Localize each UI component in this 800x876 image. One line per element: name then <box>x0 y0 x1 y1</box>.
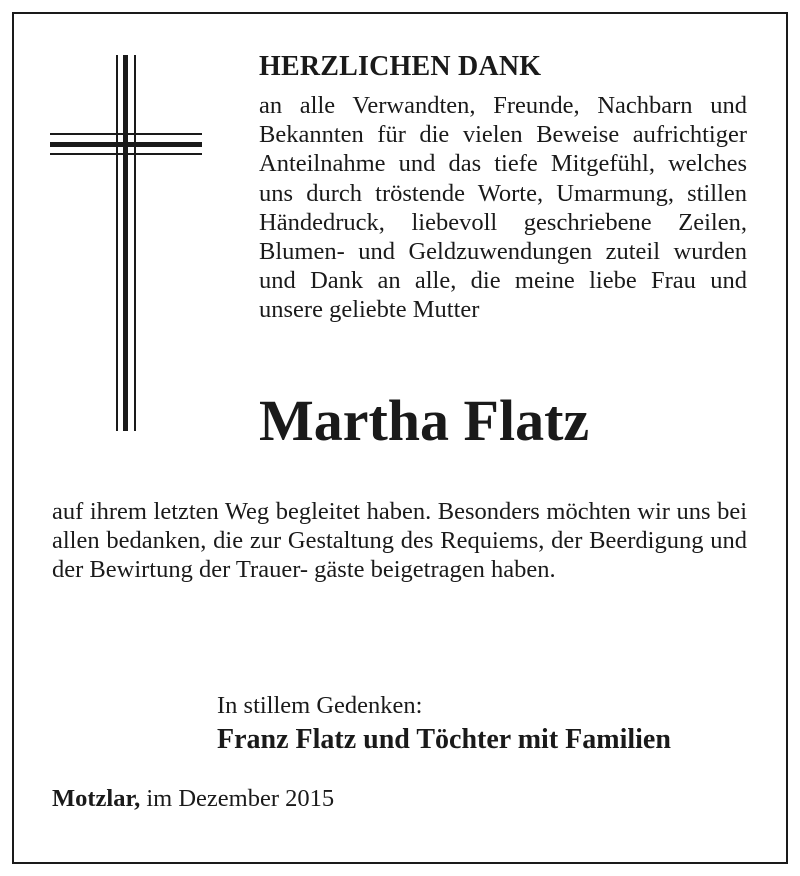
deceased-name: Martha Flatz <box>259 388 590 453</box>
text-line: Requiems, der Beerdigung und der Bewirtung der Trauer- <box>52 527 748 584</box>
signers: Franz Flatz und Töchter mit Familien <box>217 724 671 755</box>
text-line: wir uns bei allen bedanken, die zur Gestaltung des <box>52 498 747 555</box>
text-line: und Geldzuwendungen zuteil wurden und <box>259 238 747 295</box>
body-paragraph <box>52 497 747 585</box>
notice-heading: HERZLICHEN DANK <box>259 51 542 82</box>
text-line: an alle Verwandten, Freunde, Nachbarn <box>259 92 693 119</box>
intro-paragraph <box>259 91 747 325</box>
place-name: Motzlar, <box>52 785 141 812</box>
cross-icon <box>50 55 202 431</box>
text-line: aufrichtiger Anteilnahme und das tiefe <box>259 121 747 178</box>
place-date <box>52 784 334 814</box>
text-line: Worte, Umarmung, stillen Händedruck, <box>259 179 748 236</box>
text-line: gäste beigetragen haben. <box>314 556 556 584</box>
text-line: und Bekannten für die vielen Beweise <box>259 92 747 149</box>
text-line: liebevoll geschriebene Zeilen, Blumen- <box>259 208 747 266</box>
text-line: Mitgefühl, welches uns durch tröstende <box>259 150 747 207</box>
text-line: unsere geliebte Mutter <box>259 296 480 324</box>
closing-phrase: In stillem Gedenken: <box>217 692 423 719</box>
text-line: Dank an alle, die meine liebe Frau und <box>310 267 747 295</box>
notice-date: im Dezember 2015 <box>146 785 335 812</box>
text-line: auf ihrem letzten Weg begleitet haben. Besonders möchten <box>52 498 631 525</box>
